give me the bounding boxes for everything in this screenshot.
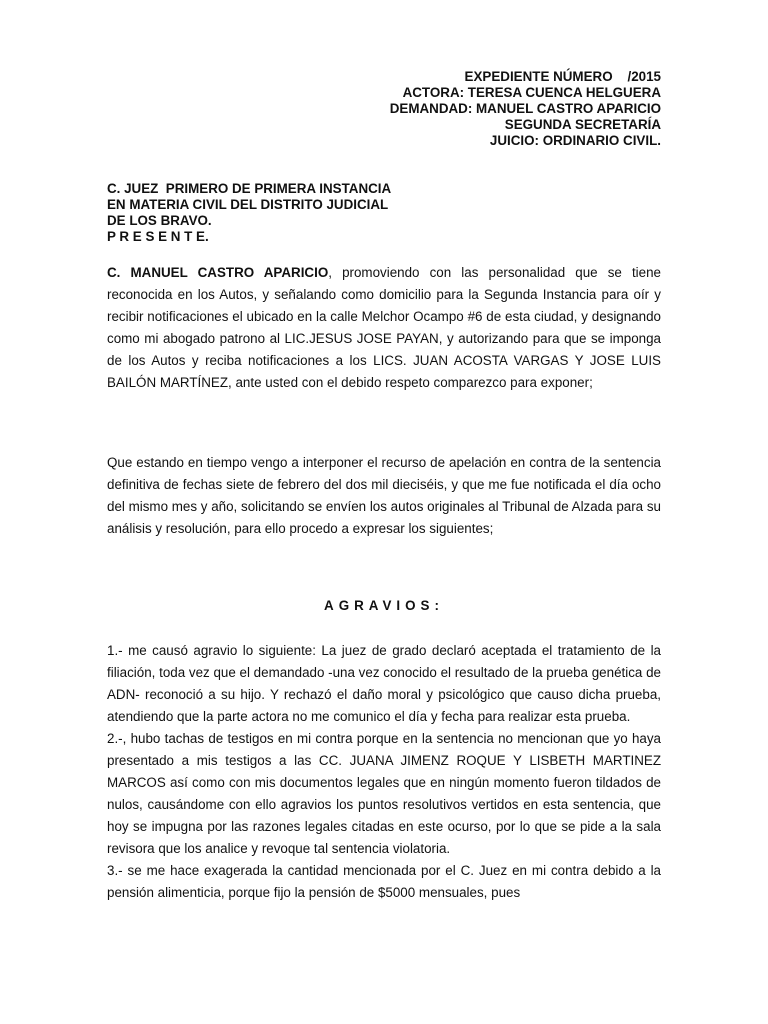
agravio-item: 2.-, hubo tachas de testigos en mi contra porque en la sentencia no mencionan que yo haya presentado a mis testigos a las CC. JUANA JIMENZ ROQUE Y LISBETH MARTINEZ MARCOS así como con mis documentos legales que en ningún momento fueron tildados de nulos, causándome con ello agravios los puntos resolutivos vertidos en esta sentencia, que hoy se impugna por las razones legales citadas en este ocurso, por lo que se pide a la sala revisora que los analice y revoque tal sentencia violatoria. xyxy=(107,731,661,856)
agravio-item: 1.- me causó agravio lo siguiente: La juez de grado declaró aceptada el tratamiento de la filiación, toda vez que el demandado -una vez conocido el resultado de la prueba genética de ADN- reconoció a su hijo. Y rechazó el daño moral y psicológico que causo dicha prueba, atendiendo que la parte actora no me comunico el día y fecha para realizar esta prueba. xyxy=(107,643,661,724)
addressee-line-3: DE LOS BRAVO. xyxy=(107,213,212,228)
addressee-line-4: P R E S E N T E. xyxy=(107,229,209,244)
addressee-line-1: C. JUEZ PRIMERO DE PRIMERA INSTANCIA xyxy=(107,181,392,196)
addressee-block xyxy=(107,181,391,245)
promoter-name: C. MANUEL CASTRO APARICIO xyxy=(107,265,329,280)
agravios-heading: AGRAVIOS: xyxy=(324,598,444,613)
plaintiff: ACTORA: TERESA CUENCA HELGUERA xyxy=(402,85,661,100)
agravios-list xyxy=(107,640,661,904)
agravio-item: 3.- se me hace exagerada la cantidad mencionada por el C. Juez en mi contra debido a la pensión alimenticia, porque fijo la pensión de $5000 mensuales, pues xyxy=(107,863,661,900)
appeal-paragraph xyxy=(107,452,661,540)
trial-type: JUICIO: ORDINARIO CIVIL. xyxy=(489,133,661,148)
case-number: EXPEDIENTE NÚMERO /2015 xyxy=(464,69,661,84)
appeal-text: Que estando en tiempo vengo a interponer el recurso de apelación en contra de la sentencia definitiva de fechas siete de febrero del dos mil dieciséis, y que me fue notificada el día ocho del mismo mes y año, solicitando se envíen los autos originales al Tribunal de Alzada para su análisis y resolución, para ello procedo a expresar los siguientes; xyxy=(107,455,661,536)
addressee-line-2: EN MATERIA CIVIL DEL DISTRITO JUDICIAL xyxy=(107,197,389,212)
defendant: DEMANDAD: MANUEL CASTRO APARICIO xyxy=(389,101,661,116)
intro-text: , promoviendo con las personalidad que se tiene reconocida en los Autos, y señalando como domicilio para la Segunda Instancia para oír y recibir notificaciones el ubicado en la calle Melchor Ocampo #6 de esta ciudad, y designando como mi abogado patrono al LIC.JESUS JOSE PAYAN, y autorizando para que se imponga de los Autos y reciba notificaciones a los LICS. JUAN ACOSTA VARGAS Y JOSE LUIS BAILÓN MARTÍNEZ, ante usted con el debido respeto comparezco para exponer; xyxy=(107,265,661,390)
intro-paragraph xyxy=(107,262,661,394)
case-header xyxy=(390,69,661,149)
secretariat: SEGUNDA SECRETARÍA xyxy=(504,117,661,132)
